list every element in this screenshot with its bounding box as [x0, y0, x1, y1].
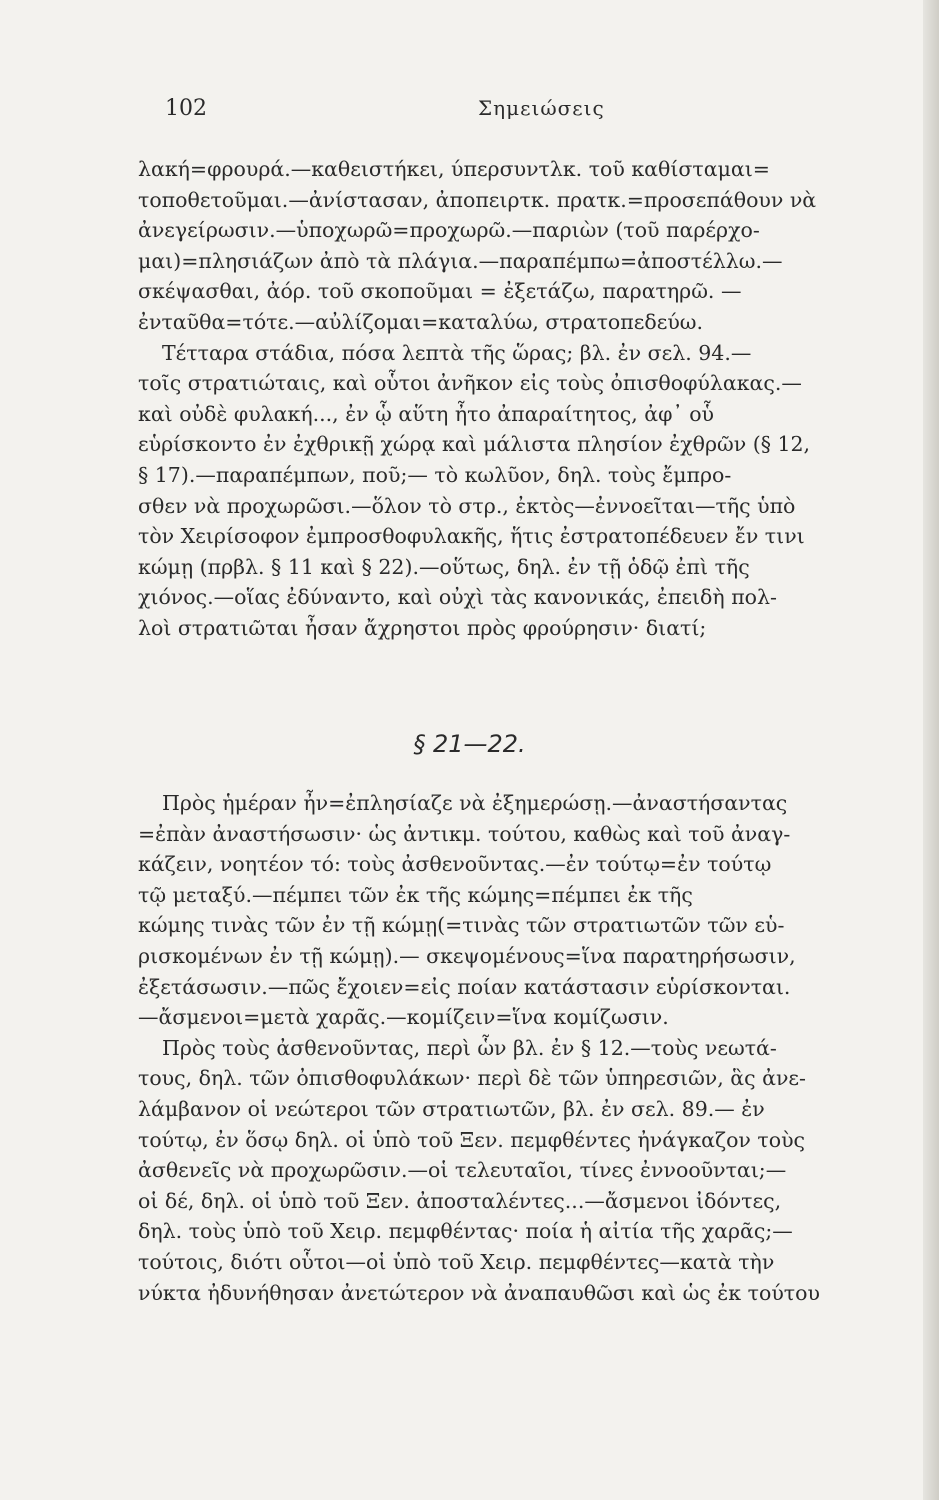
text-line: νύκτα ἠδυνήθησαν ἀνετώτερον νὰ ἀναπαυθῶσι καὶ ὡς ἐκ τούτου [138, 1280, 820, 1305]
text-line: δηλ. τοὺς ὑπὸ τοῦ Χειρ. πεμφθέντας· ποία ἡ αἰτία τῆς χαρᾶς;— [138, 1219, 793, 1244]
text-line: Τέτταρα στάδια, πόσα λεπτὰ τῆς ὥρας; βλ. ἐν σελ. 94.— [162, 340, 752, 365]
text-line: Πρὸς ἡμέραν ἦν=ἐπλησίαζε νὰ ἐξημερώσῃ.—ἀναστήσαντας [162, 791, 788, 815]
text-line: ἐξετάσωσιν.—πῶς ἔχοιεν=εἰς ποίαν κατάστασιν εὑρίσκονται. [138, 974, 791, 999]
text-line: κώμῃ (πρβλ. § 11 καὶ § 22).—οὕτως, δηλ. ἐν τῇ ὁδῷ ἐπὶ τῆς [138, 554, 750, 579]
text-line: τὸν Χειρίσοφον ἐμπροσθοφυλακῆς, ἥτις ἐστρατοπέδευεν ἔν τινι [138, 524, 805, 549]
text-line: κάζειν, νοητέον τό: τοὺς ἀσθενοῦντας.—ἐν τούτῳ=ἐν τούτῳ [138, 852, 772, 877]
text-line: —ἄσμενοι=μετὰ χαρᾶς.—κομίζειν=ἵνα κομίζωσιν. [138, 1005, 669, 1030]
text-line: σθεν νὰ προχωρῶσι.—ὅλον τὸ στρ., ἐκτὸς—ἐννοεῖται—τῆς ὑπὸ [138, 493, 796, 518]
text-line: τοῖς στρατιώταις, καὶ οὗτοι ἀνῆκον εἰς τοὺς ὀπισθοφύλακας.— [138, 371, 802, 396]
text-line: ρισκομένων ἐν τῇ κώμῃ).— σκεψομένους=ἵνα παρατηρήσωσιν, [138, 943, 796, 968]
text-line: καὶ οὐδὲ φυλακή..., ἐν ᾧ αὕτη ἦτο ἀπαραίτητος, ἀφ᾽ οὗ [138, 401, 715, 426]
text-line: τοποθετοῦμαι.—ἀνίστασαν, ἀποπειρτκ. πρατκ.=προσεπάθουν νὰ [138, 187, 817, 212]
paragraph-notes-2 [138, 788, 938, 1308]
text-line: χιόνος.—οἵας ἐδύναντο, καὶ οὐχὶ τὰς κανονικάς, ἐπειδὴ πολ- [138, 585, 777, 610]
text-line: τους, δηλ. τῶν ὀπισθοφυλάκων· περὶ δὲ τῶν ὑπηρεσιῶν, ἃς ἀνε- [138, 1066, 806, 1091]
text-line: κώμης τινὰς τῶν ἐν τῇ κώμῃ(=τινὰς τῶν στρατιωτῶν τῶν εὑ- [138, 913, 785, 938]
text-line: τούτοις, διότι οὗτοι—οἱ ὑπὸ τοῦ Χειρ. πεμφθέντες—κατὰ τὴν [138, 1249, 775, 1274]
text-line: λακή=φρουρά.—καθειστήκει, ύπερσυντλκ. τοῦ καθίσταμαι= [138, 157, 770, 181]
page-number: 102 [165, 96, 207, 121]
text-line: ἐνταῦθα=τότε.—αὐλίζομαι=καταλύω, στρατοπεδεύω. [138, 309, 704, 334]
text-line: § 17).—παραπέμπων, ποῦ;— τὸ κωλῦον, δηλ. τοὺς ἔμπρο- [138, 462, 732, 487]
text-line: εὑρίσκοντο ἐν ἐχθρικῇ χώρᾳ καὶ μάλιστα πλησίον ἐχθρῶν (§ 12, [138, 432, 811, 457]
text-line: λοὶ στρατιῶται ἦσαν ἄχρηστοι πρὸς φρούρησιν· διατί; [138, 615, 707, 640]
text-line: οἱ δέ, δηλ. οἱ ὑπὸ τοῦ Ξεν. ἀποσταλέντες...—ἄσμενοι ἰδόντες, [138, 1188, 782, 1213]
text-line: τούτῳ, ἐν ὅσῳ δηλ. οἱ ὑπὸ τοῦ Ξεν. πεμφθέντες ἠνάγκαζον τοὺς [138, 1127, 806, 1152]
page-header [0, 96, 939, 126]
text-line: ἀνεγείρωσιν.—ὑποχωρῶ=προχωρῶ.—παριὼν (τοῦ παρέρχο- [138, 218, 760, 243]
text-line: Πρὸς τοὺς ἀσθενοῦντας, περὶ ὧν βλ. ἐν § 12.—τοὺς νεωτά- [162, 1035, 777, 1060]
text-line: ἀσθενεῖς νὰ προχωρῶσιν.—οἱ τελευταῖοι, τίνες ἐννοοῦνται;— [138, 1158, 787, 1183]
text-line: =ἐπὰν ἀναστήσωσιν· ὡς ἀντικμ. τούτου, καθὼς καὶ τοῦ ἀναγ- [138, 821, 791, 846]
running-head: Σημειώσεις [478, 96, 605, 120]
paragraph-notes-1 [138, 154, 938, 644]
text-line: μαι)=πλησιάζων ἀπὸ τὰ πλάγια.—παραπέμπω=ἀποστέλλω.— [138, 248, 783, 273]
text-line: λάμβανον οἱ νεώτεροι τῶν στρατιωτῶν, βλ. ἐν σελ. 89.— ἐν [138, 1096, 765, 1121]
text-line: τῷ μεταξύ.—πέμπει τῶν ἐκ τῆς κώμης=πέμπει ἐκ τῆς [138, 882, 693, 907]
text-line: σκέψασθαι, ἀόρ. τοῦ σκοποῦμαι = ἐξετάζω, παρατηρῶ. — [138, 279, 742, 304]
section-heading: § 21—22. [413, 730, 526, 758]
